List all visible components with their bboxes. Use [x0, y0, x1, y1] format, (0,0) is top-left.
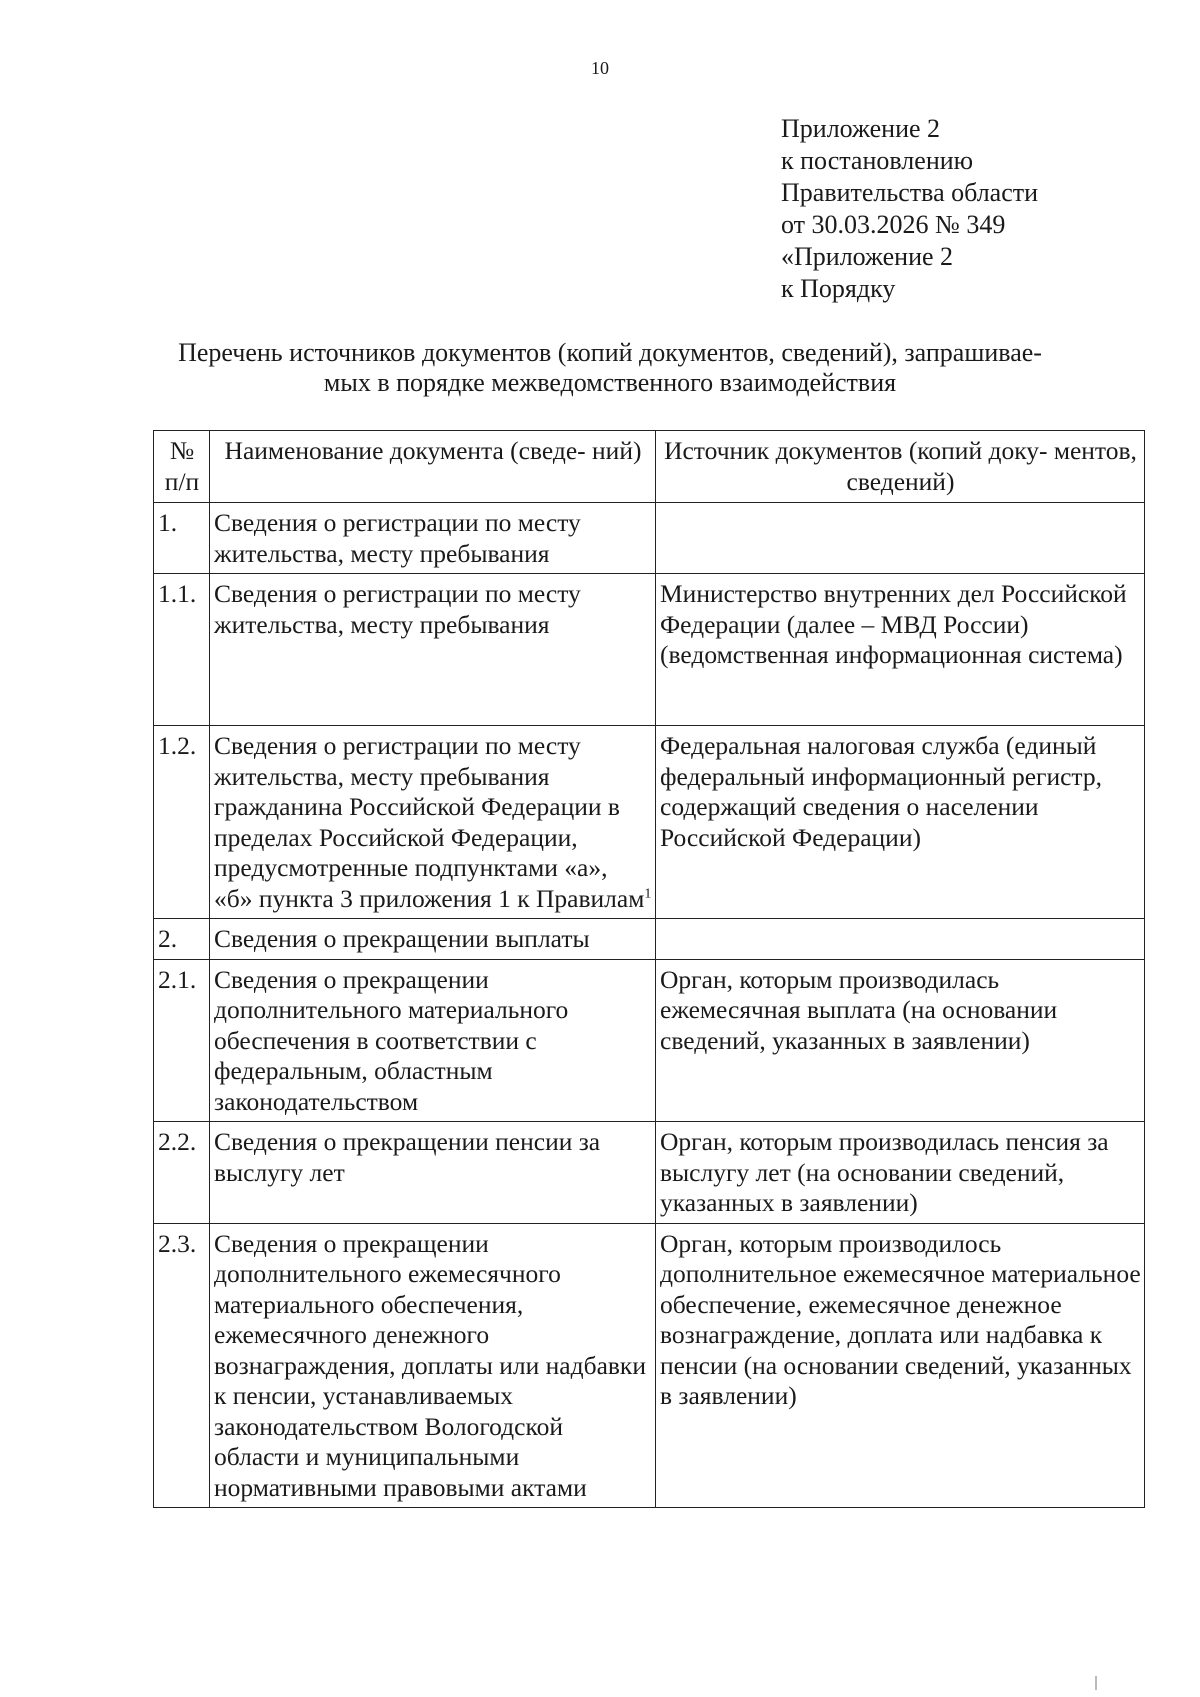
row-number: 1.	[154, 503, 210, 574]
row-number: 2.1.	[154, 959, 210, 1122]
row-document-name: Сведения о прекращении пенсии за выслугу лет	[210, 1122, 656, 1224]
table-row	[154, 959, 1145, 1122]
table-header-row	[154, 431, 1145, 503]
table-row	[154, 1223, 1145, 1508]
annex-line: Приложение 2	[781, 114, 941, 143]
header-number-line: №	[169, 436, 195, 465]
row-number: 1.1.	[154, 574, 210, 726]
table-row	[154, 574, 1145, 726]
row-document-name: Сведения о регистрации по месту жительства, месту пребывания	[210, 574, 656, 726]
row-document-name	[210, 726, 656, 919]
row-number: 1.2.	[154, 726, 210, 919]
row-number: 2.3.	[154, 1223, 210, 1508]
header-document-name: Наименование документа (сведе- ний)	[210, 431, 656, 503]
row-source: Орган, которым производилась ежемесячная выплата (на основании сведений, указанных в заявлении)	[656, 959, 1145, 1122]
row-source: Орган, которым производилось дополнительное ежемесячное материальное обеспечение, ежемесячное денежное вознаграждение, доплата или надбавка к пенсии (на основании сведений, указанных в заявлении)	[656, 1223, 1145, 1508]
table-row	[154, 503, 1145, 574]
sources-table	[153, 430, 1145, 1508]
page-number: 10	[591, 58, 609, 78]
title-line: Перечень источников документов (копий документов, сведений), запрашивае-	[178, 338, 1042, 367]
annex-line: к Порядку	[781, 274, 896, 303]
annex-line: «Приложение 2	[781, 242, 954, 271]
row-source: Орган, которым производилась пенсия за выслугу лет (на основании сведений, указанных в заявлении)	[656, 1122, 1145, 1224]
row-source	[656, 919, 1145, 960]
table-row	[154, 919, 1145, 960]
row-source: Федеральная налоговая служба (единый федеральный информационный регистр, содержащий сведения о населении Российской Федерации)	[656, 726, 1145, 919]
annex-line: Правительства области	[781, 178, 1039, 207]
row-document-name: Сведения о прекращении дополнительного материального обеспечения в соответствии с федеральным, областным законодательством	[210, 959, 656, 1122]
title-line: мых в порядке межведомственного взаимодействия	[323, 368, 897, 397]
row-document-name-text: Сведения о регистрации по месту жительства, месту пребывания гражданина Российской Федерации в пределах Российской Федерации, предусмотренные подпунктами «а», «б» пункта 3 приложения 1 к Правилам	[214, 731, 645, 913]
annex-header	[781, 113, 1038, 305]
scan-mark	[1095, 1676, 1097, 1690]
row-source: Министерство внутренних дел Российской Федерации (далее – МВД России) (ведомственная информационная система)	[656, 574, 1145, 726]
header-source: Источник документов (копий доку- ментов, сведений)	[656, 431, 1145, 503]
footnote-mark: 1	[644, 886, 652, 901]
row-document-name: Сведения о прекращении дополнительного ежемесячного материального обеспечения, ежемесячного денежного вознаграждения, доплаты или надбавки к пенсии, устанавливаемых законодательством Вологодской области и муниципальными нормативными правовыми актами	[210, 1223, 656, 1508]
row-source	[656, 503, 1145, 574]
table-row	[154, 1122, 1145, 1224]
row-document-name: Сведения о прекращении выплаты	[210, 919, 656, 960]
table-row	[154, 726, 1145, 919]
row-number: 2.	[154, 919, 210, 960]
annex-line: к постановлению	[781, 146, 974, 175]
header-number	[154, 431, 210, 503]
document-title	[160, 338, 1060, 398]
annex-line: от 30.03.2026 № 349	[781, 210, 1006, 239]
row-number: 2.2.	[154, 1122, 210, 1224]
header-number-line: п/п	[164, 466, 200, 496]
row-document-name: Сведения о регистрации по месту жительства, месту пребывания	[210, 503, 656, 574]
